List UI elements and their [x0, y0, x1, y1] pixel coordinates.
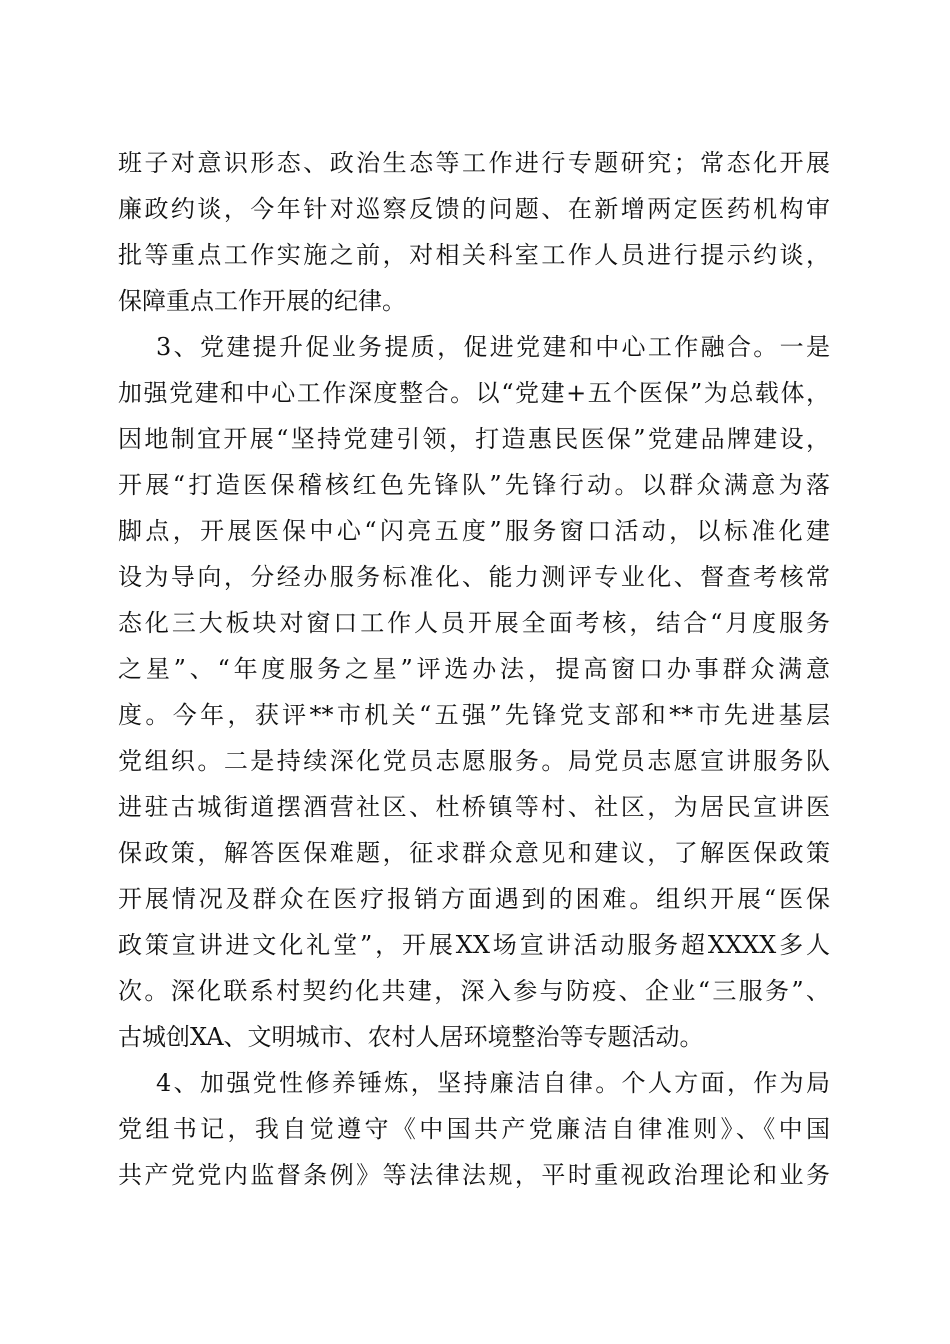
text-line: 次。深化联系村契约化共建，深入参与防疫、企业“三服务”、	[118, 977, 830, 1005]
text-line: 脚点，开展医保中心“闪亮五度”服务窗口活动，以标准化建	[118, 517, 830, 545]
text-line: 因地制宜开展“坚持党建引领，打造惠民医保”党建品牌建设，	[118, 425, 830, 453]
text-line: 开展情况及群众在医疗报销方面遇到的困难。组织开展“医保	[118, 885, 830, 913]
text-line: 党组书记，我自觉遵守《中国共产党廉洁自律准则》、《中国	[118, 1115, 830, 1143]
text-line: 党组织。二是持续深化党员志愿服务。局党员志愿宣讲服务队	[118, 747, 830, 775]
text-line: 班子对意识形态、政治生态等工作进行专题研究；常态化开展	[118, 149, 830, 177]
text-line: 设为导向，分经办服务标准化、能力测评专业化、督查考核常	[118, 563, 830, 591]
text-line: 4、加强党性修养锤炼，坚持廉洁自律。个人方面，作为局	[156, 1069, 830, 1097]
text-line: 开展“打造医保稽核红色先锋队”先锋行动。以群众满意为落	[118, 471, 830, 499]
text-line: 政策宣讲进文化礼堂”，开展XX场宣讲活动服务超XXXX多人	[118, 931, 830, 959]
text-line: 批等重点工作实施之前，对相关科室工作人员进行提示约谈，	[118, 241, 830, 269]
text-line: 加强党建和中心工作深度整合。以“党建+五个医保”为总载体，	[118, 379, 830, 407]
text-line: 进驻古城街道摆酒营社区、杜桥镇等村、社区，为居民宣讲医	[118, 793, 830, 821]
text-line: 廉政约谈，今年针对巡察反馈的问题、在新增两定医药机构审	[118, 195, 830, 223]
text-line: 保政策，解答医保难题，征求群众意见和建议，了解医保政策	[118, 839, 830, 867]
text-line: 3、党建提升促业务提质，促进党建和中心工作融合。一是	[156, 333, 830, 361]
text-line: 之星”、“年度服务之星”评选办法，提高窗口办事群众满意	[118, 655, 830, 683]
text-line: 古城创XA、文明城市、农村人居环境整治等专题活动。	[118, 1023, 704, 1051]
text-line: 态化三大板块对窗口工作人员开展全面考核，结合“月度服务	[118, 609, 830, 637]
text-line: 度。今年，获评**市机关“五强”先锋党支部和**市先进基层	[118, 701, 830, 729]
document-body	[118, 140, 830, 1198]
text-line: 保障重点工作开展的纪律。	[118, 287, 406, 315]
text-line: 共产党党内监督条例》等法律法规，平时重视政治理论和业务	[118, 1161, 830, 1189]
